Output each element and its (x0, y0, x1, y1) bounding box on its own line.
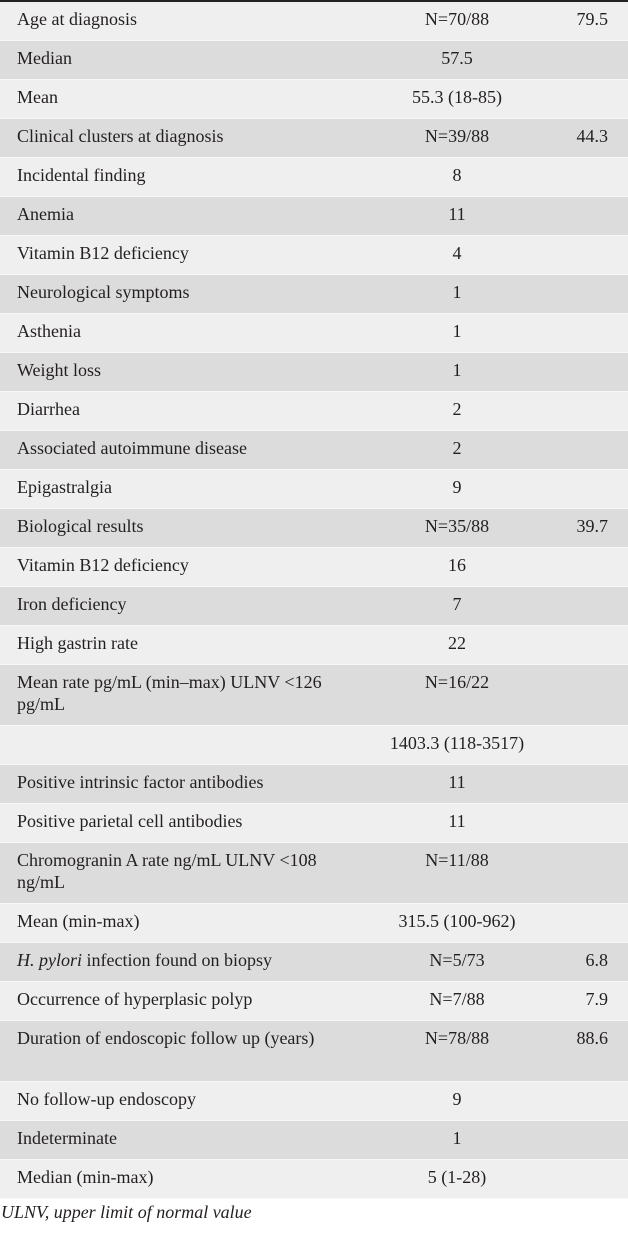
row-label-text: Epigastralgia (17, 476, 112, 497)
table-row (0, 1020, 628, 1081)
row-percent (569, 1120, 628, 1159)
row-label (0, 235, 345, 274)
table-row (0, 313, 628, 352)
row-label-text: Neurological symptoms (17, 281, 190, 302)
row-value: 1403.3 (118-3517) (345, 725, 569, 764)
row-value: 9 (345, 1081, 569, 1120)
row-percent: 79.5 (569, 1, 628, 40)
row-value: 1 (345, 352, 569, 391)
table-row (0, 235, 628, 274)
row-value: 1 (345, 313, 569, 352)
table-row (0, 903, 628, 942)
row-value: 11 (345, 196, 569, 235)
table-row (0, 157, 628, 196)
row-percent (569, 764, 628, 803)
row-percent (569, 157, 628, 196)
row-label (0, 430, 345, 469)
row-value: N=70/88 (345, 1, 569, 40)
row-label (0, 1159, 345, 1198)
row-label-text: Biological results (17, 515, 144, 536)
row-percent (569, 391, 628, 430)
table-row (0, 352, 628, 391)
table-row (0, 469, 628, 508)
row-value: 1 (345, 1120, 569, 1159)
row-label-text: Positive intrinsic factor antibodies (17, 771, 264, 792)
row-label (0, 586, 345, 625)
table-row (0, 1, 628, 40)
table-row (0, 1159, 628, 1198)
row-value: 22 (345, 625, 569, 664)
row-value: 16 (345, 547, 569, 586)
table-row (0, 196, 628, 235)
row-percent (569, 803, 628, 842)
row-label-text: Vitamin B12 deficiency (17, 554, 189, 575)
row-value: 4 (345, 235, 569, 274)
row-percent (569, 274, 628, 313)
row-value: N=16/22 (345, 664, 569, 725)
row-label-text: Anemia (17, 203, 74, 224)
row-label (0, 118, 345, 157)
row-label (0, 547, 345, 586)
row-label (0, 803, 345, 842)
row-percent (569, 1081, 628, 1120)
row-percent (569, 469, 628, 508)
row-label-text: Median (min-max) (17, 1166, 154, 1187)
table-row (0, 842, 628, 903)
row-label-text: Incidental finding (17, 164, 146, 185)
row-label (0, 842, 345, 903)
row-label (0, 274, 345, 313)
row-value: 11 (345, 803, 569, 842)
row-label (0, 391, 345, 430)
row-label (0, 942, 345, 981)
row-value: N=35/88 (345, 508, 569, 547)
row-label (0, 903, 345, 942)
row-label-text: Asthenia (17, 320, 81, 341)
row-label (0, 625, 345, 664)
row-percent (569, 352, 628, 391)
row-percent: 88.6 (569, 1020, 628, 1081)
row-label-text: Mean (17, 86, 58, 107)
row-percent (569, 586, 628, 625)
row-label-text: Occurrence of hyperplasic polyp (17, 988, 253, 1009)
row-value: 11 (345, 764, 569, 803)
row-value: 8 (345, 157, 569, 196)
row-label-text: Mean (min-max) (17, 910, 140, 931)
row-percent (569, 40, 628, 79)
row-label (0, 1120, 345, 1159)
row-label (0, 1081, 345, 1120)
row-value: N=7/88 (345, 981, 569, 1020)
row-percent (569, 903, 628, 942)
table-row (0, 118, 628, 157)
table-row (0, 547, 628, 586)
table-row (0, 40, 628, 79)
row-label-text: High gastrin rate (17, 632, 138, 653)
row-label (0, 469, 345, 508)
row-label (0, 40, 345, 79)
row-label-text: Median (17, 47, 72, 68)
row-percent (569, 725, 628, 764)
row-label-text: Clinical clusters at diagnosis (17, 125, 224, 146)
row-label-text: Weight loss (17, 359, 102, 380)
row-value: N=78/88 (345, 1020, 569, 1081)
table-row (0, 803, 628, 842)
row-value: N=39/88 (345, 118, 569, 157)
table-row (0, 725, 628, 764)
row-label (0, 157, 345, 196)
row-label-text: Diarrhea (17, 398, 80, 419)
row-value: N=11/88 (345, 842, 569, 903)
row-label-text: infection found on biopsy (82, 949, 272, 970)
row-percent: 6.8 (569, 942, 628, 981)
row-value: 5 (1-28) (345, 1159, 569, 1198)
row-value: 2 (345, 430, 569, 469)
row-percent (569, 235, 628, 274)
row-label-text: No follow-up endoscopy (17, 1088, 196, 1109)
row-label (0, 1020, 345, 1081)
row-label-italic: H. pylori (17, 949, 82, 970)
row-percent: 39.7 (569, 508, 628, 547)
row-percent (569, 842, 628, 903)
table-row (0, 1081, 628, 1120)
row-label (0, 725, 345, 764)
row-percent (569, 547, 628, 586)
row-label (0, 313, 345, 352)
row-value: 1 (345, 274, 569, 313)
table-row (0, 430, 628, 469)
row-percent (569, 664, 628, 725)
row-label-text: Mean rate pg/mL (min–max) ULNV <126 pg/mL (17, 671, 322, 714)
row-label-text: Indeterminate (17, 1127, 117, 1148)
row-value: N=5/73 (345, 942, 569, 981)
row-value: 9 (345, 469, 569, 508)
row-label (0, 664, 345, 725)
row-label-text: Chromogranin A rate ng/mL ULNV <108 ng/mL (17, 849, 317, 892)
table-row (0, 981, 628, 1020)
row-label-text: Duration of endoscopic follow up (years) (17, 1027, 315, 1048)
row-value: 2 (345, 391, 569, 430)
row-percent: 44.3 (569, 118, 628, 157)
table-row (0, 664, 628, 725)
row-value: 55.3 (18-85) (345, 79, 569, 118)
table-row (0, 1120, 628, 1159)
footnote: ULNV, upper limit of normal value (1, 1201, 252, 1222)
row-label (0, 1, 345, 40)
row-value: 57.5 (345, 40, 569, 79)
table-row (0, 942, 628, 981)
table-row (0, 625, 628, 664)
row-label (0, 764, 345, 803)
table-row (0, 508, 628, 547)
row-percent (569, 430, 628, 469)
row-value: 7 (345, 586, 569, 625)
row-percent (569, 196, 628, 235)
row-label (0, 508, 345, 547)
row-label (0, 352, 345, 391)
row-value: 315.5 (100-962) (345, 903, 569, 942)
row-percent (569, 1159, 628, 1198)
row-label (0, 981, 345, 1020)
table-row (0, 586, 628, 625)
row-percent (569, 625, 628, 664)
row-label-text: Positive parietal cell antibodies (17, 810, 243, 831)
row-label (0, 79, 345, 118)
row-label (0, 196, 345, 235)
row-label-text: Associated autoimmune disease (17, 437, 247, 458)
table-row (0, 764, 628, 803)
table-row (0, 79, 628, 118)
row-label-text: Vitamin B12 deficiency (17, 242, 189, 263)
row-label-text: Iron deficiency (17, 593, 127, 614)
row-label-text: Age at diagnosis (17, 9, 137, 29)
row-percent: 7.9 (569, 981, 628, 1020)
table-row (0, 391, 628, 430)
table-row (0, 274, 628, 313)
row-percent (569, 313, 628, 352)
row-percent (569, 79, 628, 118)
